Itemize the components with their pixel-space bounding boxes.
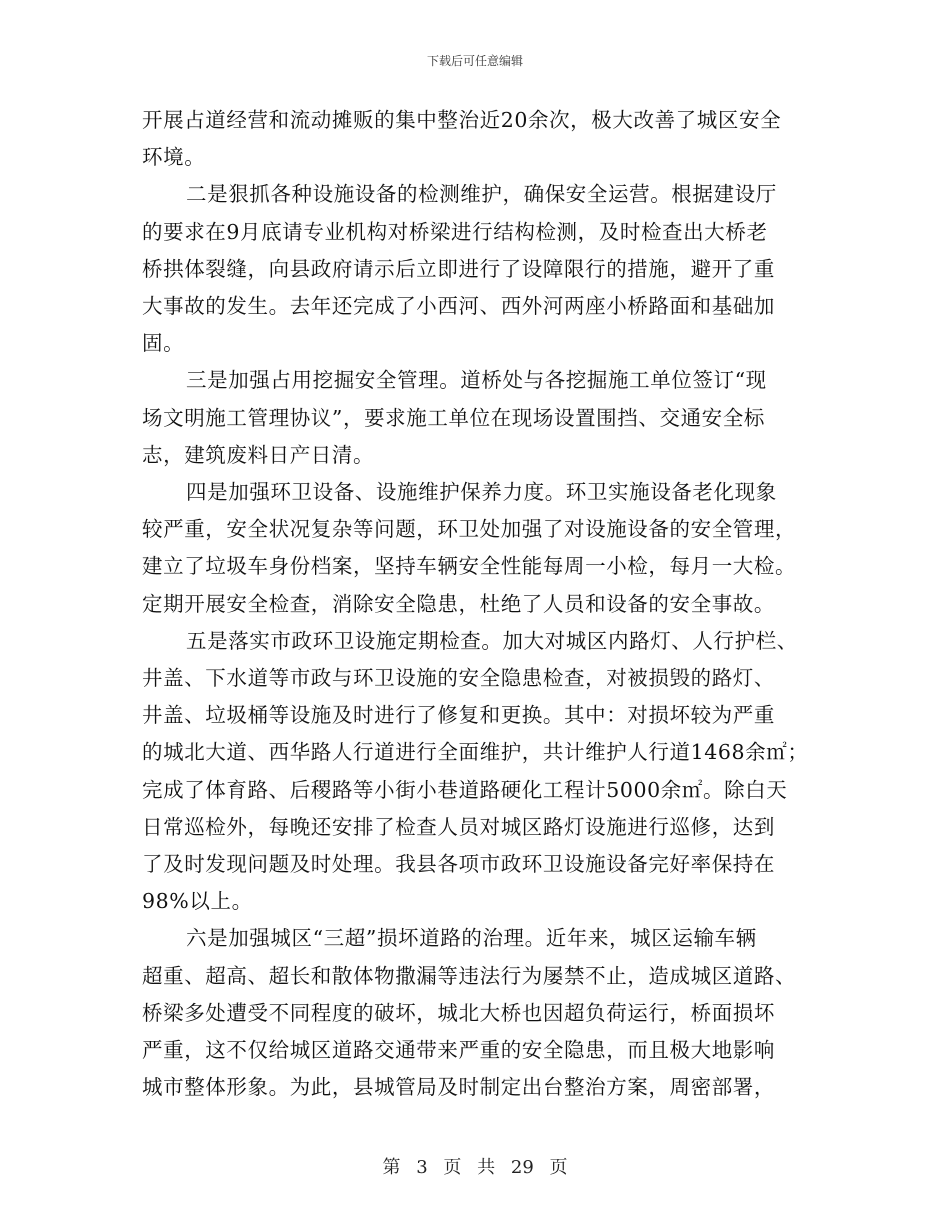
text-line: 城市整体形象。为此，县城管局及时制定出台整治方案，周密部署，: [142, 1075, 775, 1100]
text-line: 完成了体育路、后稷路等小街小巷道路硬化工程计5000余㎡。除白天: [142, 777, 788, 802]
paragraph-start-line: 五是落实市政环卫设施定期检查。加大对城区内路灯、人行护栏、: [186, 628, 798, 653]
current-page-number: 3: [416, 1157, 428, 1178]
text-line: 开展占道经营和流动摊贩的集中整治近20余次，极大改善了城区安全: [142, 108, 782, 132]
text-line: 超重、超高、超长和散体物撒漏等违法行为屡禁不止，造成城区道路、: [142, 963, 797, 988]
text-line: 的要求在9月底请专业机构对桥梁进行结构检测，及时检查出大桥老: [142, 219, 768, 244]
paragraph-start-line: 二是狠抓各种设施设备的检测维护，确保安全运营。根据建设厅: [186, 182, 777, 207]
text-line: 了及时发现问题及时处理。我县各项市政环卫设施设备完好率保持在: [142, 852, 775, 877]
text-line: 的城北大道、西华路人行道进行全面维护，共计维护人行道1468余㎡；: [142, 740, 809, 765]
text-line: 志，建筑废料日产日清。: [142, 442, 375, 467]
footer-label-gong: 共: [477, 1157, 496, 1178]
paragraph-start-line: 三是加强占用挖掘安全管理。道桥处与各挖掘施工单位签订“现: [186, 368, 767, 393]
total-page-count: 29: [510, 1157, 534, 1178]
footer-label-ye2: 页: [549, 1157, 568, 1178]
text-line: 严重，这不仅给城区道路交通带来严重的安全隐患，而且极大地影响: [142, 1038, 775, 1063]
text-line: 固。: [142, 331, 185, 356]
text-line: 井盖、垃圾桶等设施及时进行了修复和更换。其中：对损坏较为严重: [142, 703, 775, 728]
text-line: 大事故的发生。去年还完成了小西河、西外河两座小桥路面和基础加: [142, 294, 775, 319]
text-line: 场文明施工管理协议”，要求施工单位在现场设置围挡、交通安全标: [142, 405, 765, 430]
text-line: 环境。: [142, 145, 206, 170]
text-line: 98%以上。: [142, 889, 253, 914]
text-line: 较严重，安全状况复杂等问题，环卫处加强了对设施设备的安全管理，: [142, 517, 797, 542]
footer-label-di: 第: [382, 1157, 401, 1178]
text-line: 井盖、下水道等市政与环卫设施的安全隐患检查，对被损毁的路灯、: [142, 666, 775, 691]
page-footer: [0, 1153, 950, 1179]
text-line: 桥拱体裂缝，向县政府请示后立即进行了设障限行的措施，避开了重: [142, 256, 775, 281]
text-line: 桥梁多处遭受不同程度的破坏，城北大桥也因超负荷运行，桥面损坏: [142, 1000, 775, 1025]
text-line: 日常巡检外，每晚还安排了检查人员对城区路灯设施进行巡修，达到: [142, 814, 775, 839]
paragraph-start-line: 四是加强环卫设备、设施维护保养力度。环卫实施设备老化现象: [186, 480, 777, 505]
text-line: 定期开展安全检查，消除安全隐患，杜绝了人员和设备的安全事故。: [142, 591, 775, 616]
paragraph-start-line: 六是加强城区“三超”损坏道路的治理。近年来，城区运输车辆: [186, 926, 757, 951]
document-body: [142, 102, 810, 1106]
page-header-note: 下载后可任意编辑: [426, 54, 523, 68]
text-line: 建立了垃圾车身份档案，坚持车辆安全性能每周一小检，每月一大检。: [142, 554, 797, 579]
footer-label-ye: 页: [443, 1157, 462, 1178]
